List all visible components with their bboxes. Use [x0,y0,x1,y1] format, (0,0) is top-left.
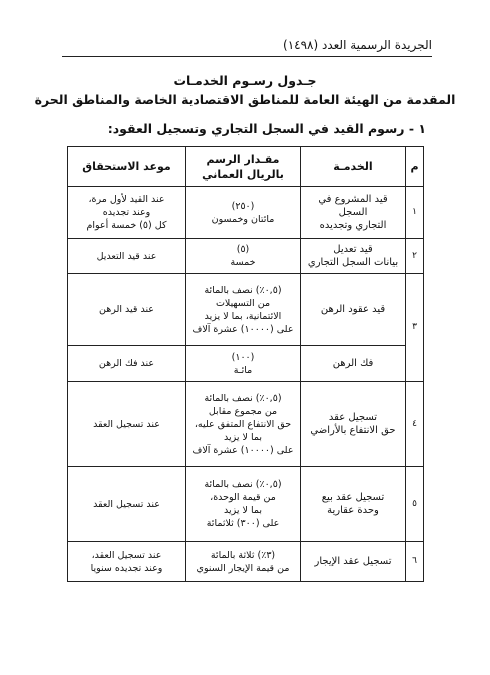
table-row [68,187,424,239]
table-header-row [68,147,424,187]
table-row [68,542,424,582]
fee-cell: (١٠٠) مائـة [186,346,301,382]
service-cell: قيد عقود الرهن [301,274,406,346]
due-cell: عند فك الرهن [68,346,186,382]
service-cell: فك الرهن [301,346,406,382]
header-due: موعد الاستحقاق [68,147,186,187]
fees-table [67,146,424,582]
header-num: م [406,147,424,187]
header-service: الخدمـة [301,147,406,187]
service-cell: قيد المشروع في السجل التجاري وتجديده [301,187,406,239]
service-cell: تسجيل عقد الإيجار [301,542,406,582]
table-row [68,239,424,274]
fee-cell: (٥) خمسة [186,239,301,274]
fee-cell: (٠,٥٪) نصف بالمائة من مجموع مقابل حق الانتفاع المتفق عليه، بما لا يزيد على (١٠٠٠٠) عشرة آلاف [186,382,301,467]
fee-cell: (٠,٥٪) نصف بالمائة من قيمة الوحدة، بما لا يزيد على (٣٠٠) ثلاثمائة [186,467,301,542]
table-row [68,382,424,467]
row-number: ٢ [406,239,424,274]
due-cell: عند القيد لأول مرة، وعند تجديده كل (٥) خمسة أعوام [68,187,186,239]
row-number: ٣ [406,274,424,382]
row-number: ٥ [406,467,424,542]
row-number: ٤ [406,382,424,467]
header-fee: مقـدار الرسم بالريال العماني [186,147,301,187]
table-row [68,274,424,346]
table-row [68,346,424,382]
page-header [62,36,432,57]
due-cell: عند تسجيل العقد [68,467,186,542]
table-row [68,467,424,542]
service-cell: تسجيل عقد بيع وحدة عقارية [301,467,406,542]
service-cell: تسجيل عقد حق الانتفاع بالأراضي [301,382,406,467]
row-number: ٦ [406,542,424,582]
fee-cell: (٠,٥٪) نصف بالمائة من التسهيلات الائتمانية، بما لا يزيد على (١٠٠٠٠) عشرة آلاف [186,274,301,346]
gazette-issue: الجريدة الرسمية العدد (١٤٩٨) [283,38,432,52]
fee-cell: (٣٪) ثلاثة بالمائة من قيمة الإيجار السنوي [186,542,301,582]
fee-cell: (٢٥٠) مائتان وخمسون [186,187,301,239]
due-cell: عند تسجيل العقد [68,382,186,467]
due-cell: عند قيد الرهن [68,274,186,346]
section-heading: ١ - رسوم القيد في السجل التجاري وتسجيل العقود: [107,121,426,136]
service-cell: قيد تعديل بيانات السجل التجاري [301,239,406,274]
due-cell: عند قيد التعديل [68,239,186,274]
document-title: جـدول رسـوم الخدمـات [173,73,317,88]
document-subtitle: المقدمة من الهيئة العامة للمناطق الاقتصادية الخاصة والمناطق الحرة [34,92,456,107]
due-cell: عند تسجيل العقد، وعند تجديده سنويا [68,542,186,582]
row-number: ١ [406,187,424,239]
